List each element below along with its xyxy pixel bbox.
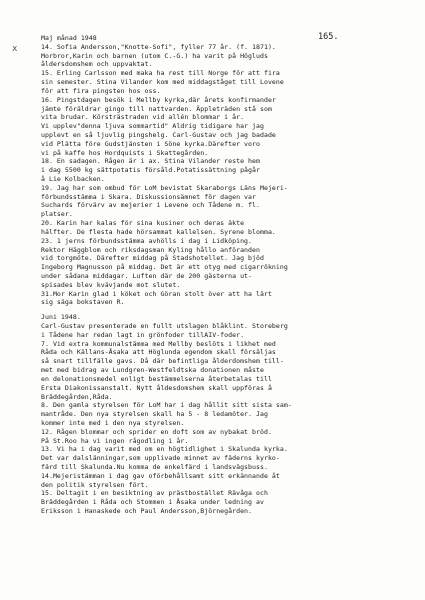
document-body bbox=[41, 34, 381, 516]
text-line: 15. Deltagit i en besiktning av prästbostället Rävåga och bbox=[41, 489, 268, 498]
text-line: Eriksson i Hanaskede och Paul Andersson,Björnegården. bbox=[41, 507, 253, 516]
text-line: kommer inte med i den nya styrelsen. bbox=[41, 418, 185, 427]
text-line: Bräddegården,Råda. bbox=[41, 392, 113, 401]
text-line: upplevt en så ljuvlig pingshelg. Carl-Gustav och jag badade bbox=[41, 130, 276, 139]
text-line: förbundsstämma i Skara. Diskussionsämnet för dagen var bbox=[41, 192, 257, 201]
text-line: 12. Rågen blommar och sprider en doft som av nybakat bröd. bbox=[41, 427, 272, 436]
text-line: 14. Sofia Andersson,"Knotte-Sofi", fyller 77 år. (f. 1871). bbox=[41, 42, 276, 51]
text-line: vita brudar. Körsträstraden vid allén blommar i år. bbox=[41, 113, 245, 122]
text-line: Vi upplev"denna ljuva sommartid" Aldrig tidigare har jag bbox=[41, 122, 264, 131]
text-line: så snart tillfälle gavs. Då där befintliga ålderdomshem till- bbox=[41, 357, 284, 366]
text-line: 8. Den gamla styrelsen för LoM har i dag hållit sitt sista sam- bbox=[41, 401, 292, 410]
text-line: spisades blev kvävjande mot slutet. bbox=[41, 280, 181, 289]
text-line: för att fira pingsten hos oss. bbox=[41, 86, 161, 95]
text-line: Morbror,Karin och barnen (utom C.-G.) ha varit på Högluds bbox=[41, 51, 268, 60]
text-line: 23. 1 jerns förbundsstämma avhölls i dag i Lidköping. bbox=[41, 236, 253, 245]
text-line: 15. Erling Carlsson med maka ha rest till Norge för att fira bbox=[41, 69, 280, 78]
section-heading: Juni 1948. bbox=[41, 313, 81, 322]
text-line: Carl-Gustav presenterade en fullt utslagen blåklint. Storeberg bbox=[41, 322, 288, 330]
page-number: 165. bbox=[318, 32, 339, 42]
text-line: 31.Mor Karin glad i köket och Göran stolt över att ha lärt bbox=[41, 289, 272, 298]
section-may-1948 bbox=[41, 34, 381, 307]
text-line: åldersdomshem och uppvaktat. bbox=[41, 60, 153, 69]
text-line: 19. Jag har som ombud för LoM bevistat Skaraborgs Läns Mejeri- bbox=[41, 183, 288, 192]
text-line: sig säga bokstaven R. bbox=[41, 298, 125, 307]
text-line: På St.Roo ha vi ingen rågodling i år. bbox=[41, 436, 189, 445]
text-line: en delonationsmedel enligt bestämmelserna återbetalas till bbox=[41, 374, 272, 383]
text-line: Rektor Häggblom och riksdagsman Kyling hållo anföranden bbox=[41, 245, 260, 254]
text-line: met med bidrag av Lundgren-Westfeldtska donationen måste bbox=[41, 366, 264, 375]
text-line: Ersta Diakonissanstalt. Nytt åldesdomshem skall uppföras å bbox=[41, 383, 272, 392]
text-line: platser. bbox=[41, 210, 73, 219]
text-line: 16. Pingstdagen besök i Mellby kyrka,där årets konfirmander bbox=[41, 95, 276, 104]
text-line: i Tådene har redan lagt in grönfoder tillAIV-foder. bbox=[41, 330, 245, 339]
margin-mark: x bbox=[12, 44, 18, 54]
section-heading: Maj månad 1948 bbox=[41, 34, 97, 42]
text-line: 20. Karin har kalas för sina kusiner och deras äkte bbox=[41, 219, 245, 228]
text-line: under sådana middagar. Luften där de 200 gästerna ut- bbox=[41, 271, 253, 280]
text-line: 13. Vi ha i dag varit med om en högtidlighet i Skalunda kyrka. bbox=[41, 445, 288, 454]
text-line: vid Plätta före Gudstjänsten i Söne kyrka.Därefter voro bbox=[41, 139, 260, 148]
text-line: Ingeborg Magnusson på middag. Det är ett otyg med cigarrökning bbox=[41, 263, 288, 272]
text-line: Bräddegården i Råda och Stommen i Åsaka under ledning av bbox=[41, 498, 264, 507]
text-line: vid torgmöte. Därefter middag på Stadshotellet. Jag bjöd bbox=[41, 254, 264, 263]
text-line: Råda och Källans-Åsaka att Höglunda egendom skall försäljas bbox=[41, 348, 276, 357]
section-june-1948 bbox=[41, 313, 381, 516]
text-line: Det var dalslänningar,som upplivade minnet av fäderns kyrko- bbox=[41, 454, 280, 463]
text-line: 7. Vid extra kommunalstämma med Mellby beslöts i likhet med bbox=[41, 339, 276, 348]
text-line: sin semester. Stina Vilander kom med middagståget till Lovene bbox=[41, 78, 284, 87]
text-line: hälfter. De flesta hade hörsammat kallelsen. Syrene blomma. bbox=[41, 227, 276, 236]
text-line: å Lie Kolbacken. bbox=[41, 175, 105, 183]
text-line: den politik styrelsen fört. bbox=[41, 480, 149, 489]
text-line: jämte föräldrar gingo till nattvarden. Äppleträden stå som bbox=[41, 104, 272, 113]
text-line: färd till Skalunda.Nu komma de enkelfärd i landsvägsbuss. bbox=[41, 463, 268, 471]
text-line: 18. En sadagen. Rågen är i ax. Stina Vilander reste hem bbox=[41, 157, 260, 166]
text-line: 14.Mejeristämman i dag gav oförbehållsamt sitt erkännande åt bbox=[41, 471, 280, 480]
text-line: vi på kaffe hos Hordquists i Skattegården. bbox=[41, 148, 209, 157]
text-line: mantråde. Den nya styrelsen skall ha 5 - 8 ledamöter. Jag bbox=[41, 410, 268, 419]
text-line: Suchards förvärv av mejerier i Levene och Tådene m. fl. bbox=[41, 201, 260, 210]
text-line: i dag 5500 kg sättpotatis försåld.Potatissättning pågår bbox=[41, 166, 260, 175]
